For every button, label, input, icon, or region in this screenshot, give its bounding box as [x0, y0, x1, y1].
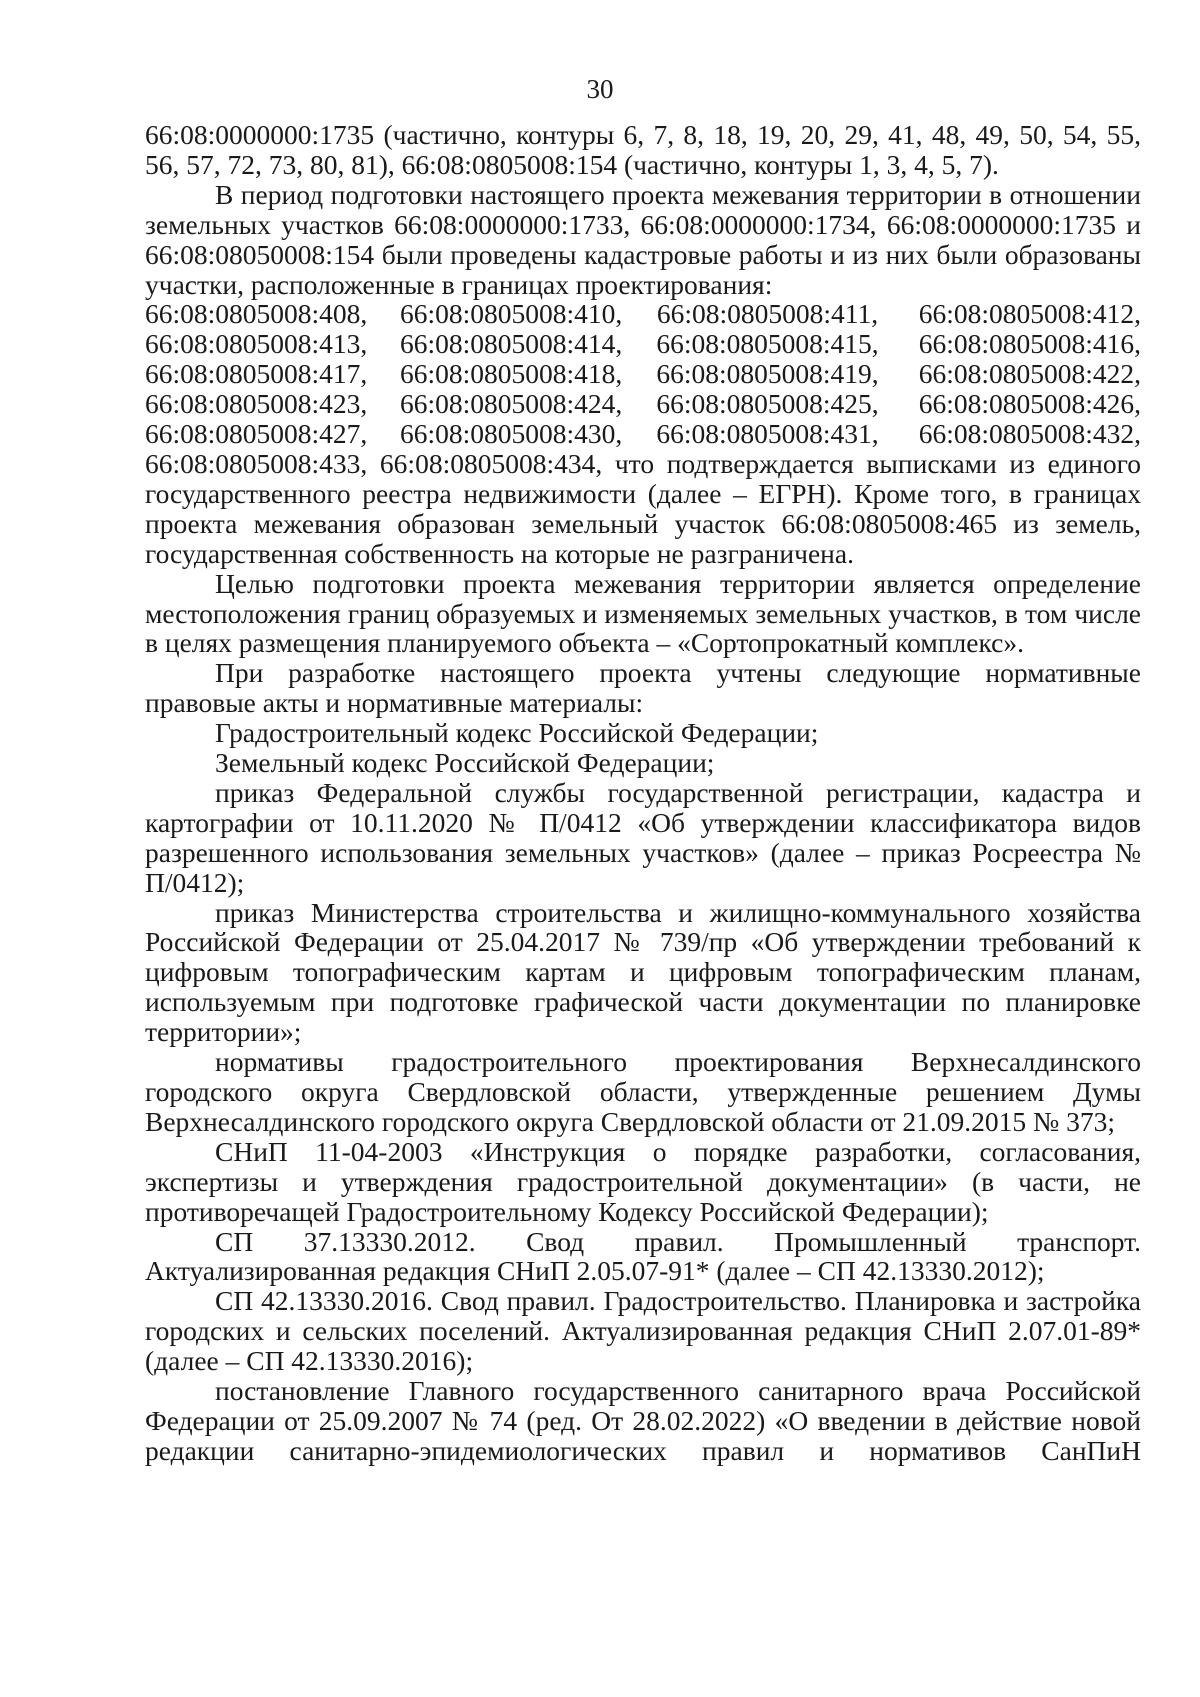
paragraph-egrn: 66:08:0805008:433, 66:08:0805008:434, что подтверждается выписками из единого государственного реестра недвижимости (далее – ЕГРН). Кроме того, в границах проекта межевания образован земельный участок 66:08:0805008:465 из земель, государственная собственность на которые не разграничена. [145, 447, 1141, 569]
cadastral-number: 66:08:0805008:423, [145, 388, 368, 420]
cadastral-number: 66:08:0805008:412, [918, 298, 1141, 330]
cadastral-number: 66:08:0805008:413, [145, 328, 368, 360]
cadastral-number: 66:08:0805008:418, [400, 358, 623, 390]
cadastral-number: 66:08:0805008:414, [400, 328, 623, 360]
paragraph-norms-intro: При разработке настоящего проекта учтены следующие нормативные правовые акты и нормативные материалы: [145, 657, 1141, 719]
norm-item: нормативы градостроительного проектирования Верхнесалдинского городского округа Свердловской области, утвержденные решением Думы Верхнесалдинского городского округа Свердловской области от 21.09.2015 № 373; [145, 1046, 1141, 1137]
cadastral-number: 66:08:0805008:425, [656, 388, 879, 420]
paragraph-goal: Целью подготовки проекта межевания территории является определение местоположения границ образуемых и изменяемых земельных участков, в том числе в целях размещения планируемого объекта – «Сортопрокатный комплекс». [145, 567, 1141, 659]
cadastral-number: 66:08:0805008:430, [400, 418, 623, 450]
norm-item: СП 42.13330.2016. Свод правил. Градостроительство. Планировка и застройка городских и сельских поселений. Актуализированная редакция СНиП 2.07.01-89* (далее – СП 42.13330.2016); [145, 1285, 1141, 1377]
norm-item: постановление Главного государственного санитарного врача Российской Федерации от 25.09.2007 № 74 (ред. От 28.02.2022) «О введении в действие новой редакции санитарно-эпидемиологических правил и нормативов СанПиН [145, 1375, 1141, 1466]
cadastral-number: 66:08:0805008:431, [656, 418, 879, 450]
cadastral-number-list [145, 299, 1141, 449]
paragraph-period: В период подготовки настоящего проекта межевания территории в отношении земельных участков 66:08:0000000:1733, 66:08:0000000:1734, 66:08:0000000:1735 и 66:08:08050008:154 были проведены кадастровые работы и из них были образованы участки, расположенные в границах проектирования: [145, 178, 1141, 300]
cadastral-number: 66:08:0805008:427, [145, 418, 368, 450]
cadastral-number: 66:08:0805008:416, [918, 328, 1141, 360]
norm-item: Градостроительный кодекс Российской Федерации; [215, 717, 819, 749]
norm-item: СНиП 11-04-2003 «Инструкция о порядке разработки, согласования, экспертизы и утверждения градостроительной документации» (в части, не противоречащей Градостроительному Кодексу Российской Федерации); [145, 1135, 1141, 1227]
page-number: 30 [586, 74, 614, 104]
cadastral-number: 66:08:0805008:408, [145, 298, 368, 330]
cadastral-number: 66:08:0805008:411, [656, 298, 879, 330]
paragraph-intro: 66:08:0000000:1735 (частично, контуры 6, 7, 8, 18, 19, 20, 29, 41, 48, 49, 50, 54, 55, 56, 57, 72, 73, 80, 81), 66:08:0805008:154 (частично, контуры 1, 3, 4, 5, 7). [145, 119, 1141, 180]
cadastral-number: 66:08:0805008:426, [918, 388, 1141, 420]
cadastral-number: 66:08:0805008:419, [656, 358, 879, 390]
norm-item: приказ Министерства строительства и жилищно-коммунального хозяйства Российской Федерации от 25.04.2017 № 739/пр «Об утверждении требований к цифровым топографическим картам и цифровым топографическим планам, используемым при подготовке графической части документации по планировке территории»; [145, 896, 1141, 1048]
cadastral-number: 66:08:0805008:417, [145, 358, 368, 390]
document-body [145, 120, 1141, 1466]
norm-item: СП 37.13330.2012. Свод правил. Промышленный транспорт. Актуализированная редакция СНиП 2.05.07-91* (далее – СП 42.13330.2012); [145, 1225, 1141, 1287]
cadastral-number: 66:08:0805008:422, [918, 358, 1141, 390]
cadastral-number: 66:08:0805008:432, [918, 418, 1141, 450]
cadastral-number: 66:08:0805008:410, [400, 298, 623, 330]
norm-item: Земельный кодекс Российской Федерации; [215, 747, 715, 779]
cadastral-number: 66:08:0805008:415, [656, 328, 879, 360]
cadastral-number: 66:08:0805008:424, [400, 388, 623, 420]
norm-item: приказ Федеральной службы государственной регистрации, кадастра и картографии от 10.11.2020 № П/0412 «Об утверждении классификатора видов разрешенного использования земельных участков» (далее – приказ Росреестра № П/0412); [145, 776, 1141, 898]
